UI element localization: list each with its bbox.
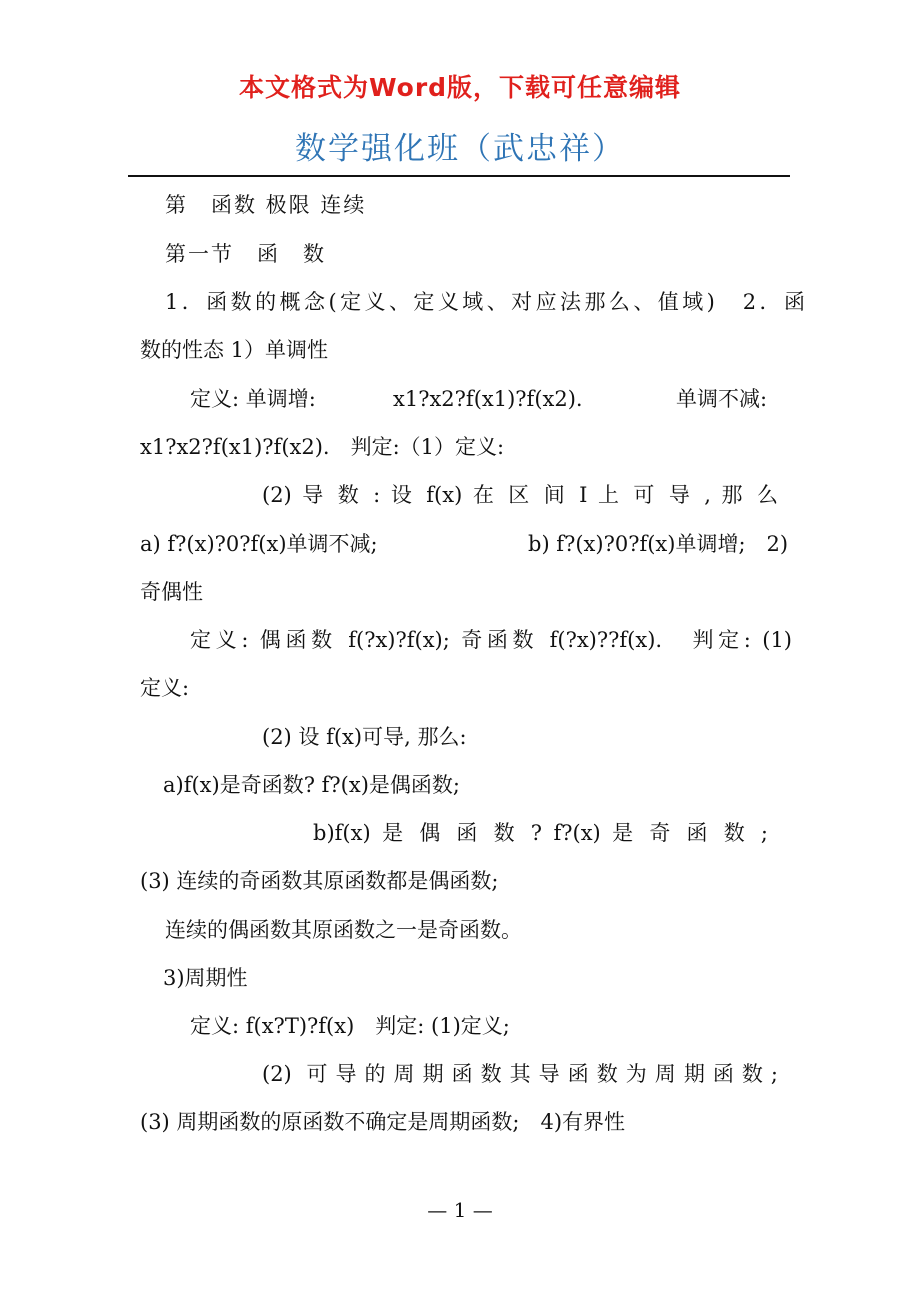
paragraph-line: (3) 连续的奇函数其原函数都是偶函数; xyxy=(140,869,499,893)
paragraph-line: 数的性态 1）单调性 xyxy=(140,338,329,362)
paragraph-line: (2) 导 数 : 设 f(x) 在 区 间 I 上 可 导 , 那 么 xyxy=(262,483,778,507)
paragraph-line: (3) 周期函数的原函数不确定是周期函数; 4)有界性 xyxy=(140,1110,626,1134)
chapter-heading: 第 函数 极限 连续 xyxy=(165,193,367,217)
paragraph-line: (2) 设 f(x)可导, 那么: xyxy=(262,725,467,749)
paragraph-line: 连续的偶函数其原函数之一是奇函数。 xyxy=(165,918,522,942)
paragraph-line: 1．函数的概念(定义、定义域、对应法那么、值域) 2．函 xyxy=(165,290,805,314)
paragraph-line: b) f?(x)?0?f(x)单调增; 2) xyxy=(528,532,789,556)
document-title: 数学强化班（武忠祥） xyxy=(295,131,625,167)
section-heading: 第一节 函 数 xyxy=(165,242,326,266)
paragraph-line: 3)周期性 xyxy=(163,966,248,990)
paragraph-line: (2) 可导的周期函数其导函数为周期函数; xyxy=(262,1062,778,1086)
paragraph-line: 单调不减: xyxy=(676,387,768,411)
paragraph-line: x1?x2?f(x1)?f(x2). xyxy=(393,387,583,411)
paragraph-line: b)f(x) 是 偶 函 数 ? f?(x) 是 奇 函 数 ; xyxy=(313,821,768,845)
paragraph-line: 奇偶性 xyxy=(140,580,203,604)
page-number: — 1 — xyxy=(427,1198,493,1222)
paragraph-line: 定义: 单调增: xyxy=(190,387,316,411)
paragraph-line: a) f?(x)?0?f(x)单调不减; xyxy=(140,532,378,556)
paragraph-line: 定义: 偶函数 f(?x)?f(x); 奇函数 f(?x)??f(x). 判定: (1) xyxy=(190,628,792,652)
paragraph-line: 定义: xyxy=(140,676,190,700)
download-banner: 本文格式为Word版，下载可任意编辑 xyxy=(238,73,682,102)
title-divider xyxy=(128,175,790,177)
paragraph-line: 定义: f(x?T)?f(x) 判定: (1)定义; xyxy=(190,1014,510,1038)
paragraph-line: x1?x2?f(x1)?f(x2). 判定:（1）定义: xyxy=(140,435,505,459)
paragraph-line: a)f(x)是奇函数? f?(x)是偶函数; xyxy=(163,773,460,797)
